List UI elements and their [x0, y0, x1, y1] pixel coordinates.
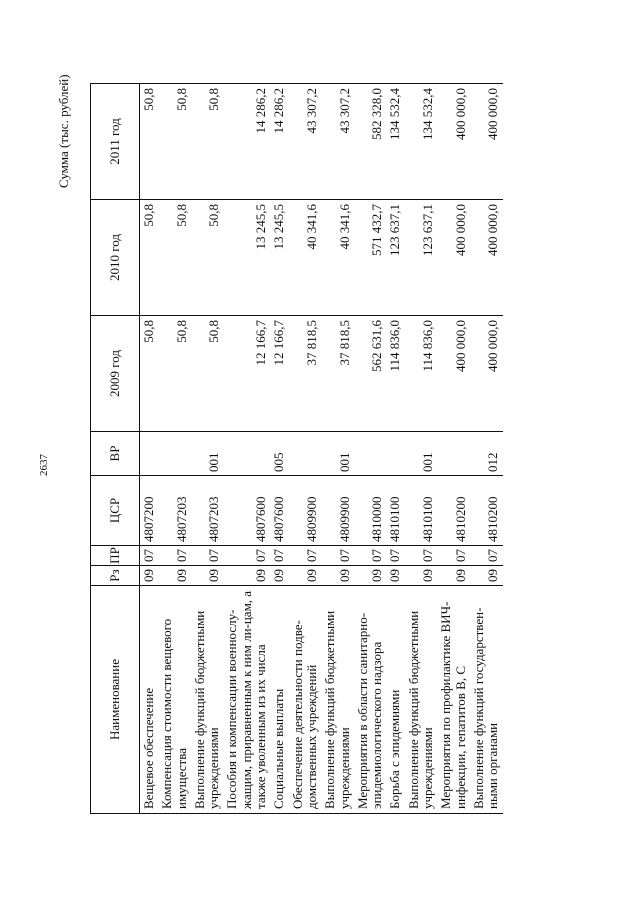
cell-csr: 4809900	[321, 476, 354, 546]
cell-rz: 09	[470, 566, 503, 586]
cell-name: Компенсация стоимости вещевого имущества	[158, 586, 191, 814]
cell-rz: 09	[289, 566, 322, 586]
cell-2010: 50,8	[191, 200, 224, 316]
cell-name: Пособия и компенсации военнослу-жащим, приравненным к ним ли-цам, а также уволенным из их числа	[223, 586, 270, 814]
cell-rz: 09	[354, 566, 387, 586]
budget-table	[90, 83, 503, 814]
cell-2009: 400 000,0	[437, 316, 470, 432]
cell-pr: 07	[321, 546, 354, 566]
cell-pr: 07	[437, 546, 470, 566]
table-row	[289, 84, 322, 814]
cell-2010: 400 000,0	[437, 200, 470, 316]
cell-2010: 123 637,1	[386, 200, 404, 316]
cell-2009: 114 836,0	[386, 316, 404, 432]
table-row	[354, 84, 387, 814]
cell-vr	[158, 432, 191, 476]
cell-2010: 13 245,5	[223, 200, 270, 316]
cell-vr	[223, 432, 270, 476]
cell-rz: 09	[223, 566, 270, 586]
cell-2011: 582 328,0	[354, 84, 387, 200]
cell-name: Социальные выплаты	[270, 586, 288, 814]
header-csr: ЦСР	[91, 476, 140, 546]
cell-csr: 4807600	[223, 476, 270, 546]
table-body	[140, 84, 503, 814]
cell-csr: 4810100	[405, 476, 438, 546]
table-row	[386, 84, 404, 814]
cell-2011: 50,8	[140, 84, 159, 200]
cell-2009: 114 836,0	[405, 316, 438, 432]
cell-rz: 09	[270, 566, 288, 586]
cell-name: Выполнение функций государствен-ными органами	[470, 586, 503, 814]
cell-2009: 12 166,7	[223, 316, 270, 432]
cell-pr: 07	[470, 546, 503, 566]
table-row	[321, 84, 354, 814]
cell-2010: 13 245,5	[270, 200, 288, 316]
cell-2010: 40 341,6	[289, 200, 322, 316]
cell-vr	[437, 432, 470, 476]
cell-csr: 4809900	[289, 476, 322, 546]
cell-pr: 07	[191, 546, 224, 566]
cell-2011: 400 000,0	[470, 84, 503, 200]
header-2010: 2010 год	[91, 200, 140, 316]
cell-pr: 07	[158, 546, 191, 566]
cell-rz: 09	[405, 566, 438, 586]
cell-2010: 571 432,7	[354, 200, 387, 316]
cell-rz: 09	[437, 566, 470, 586]
cell-vr	[140, 432, 159, 476]
header-2011: 2011 год	[91, 84, 140, 200]
cell-rz: 09	[140, 566, 159, 586]
cell-2009: 12 166,7	[270, 316, 288, 432]
cell-name: Выполнение функций бюджетными учреждениями	[191, 586, 224, 814]
cell-pr: 07	[405, 546, 438, 566]
header-rz: Рз	[91, 566, 140, 586]
table-row	[140, 84, 159, 814]
cell-2011: 134 532,4	[405, 84, 438, 200]
cell-2011: 14 286,2	[270, 84, 288, 200]
table-row	[405, 84, 438, 814]
cell-2011: 14 286,2	[223, 84, 270, 200]
cell-rz: 09	[386, 566, 404, 586]
cell-vr	[386, 432, 404, 476]
cell-2009: 37 818,5	[321, 316, 354, 432]
table-row	[223, 84, 270, 814]
cell-2011: 400 000,0	[437, 84, 470, 200]
table-row	[437, 84, 470, 814]
header-2009: 2009 год	[91, 316, 140, 432]
cell-vr: 001	[321, 432, 354, 476]
cell-2010: 400 000,0	[470, 200, 503, 316]
cell-2011: 50,8	[191, 84, 224, 200]
cell-rz: 09	[191, 566, 224, 586]
cell-2009: 50,8	[140, 316, 159, 432]
cell-2011: 134 532,4	[386, 84, 404, 200]
cell-name: Борьба с эпидемиями	[386, 586, 404, 814]
cell-2009: 37 818,5	[289, 316, 322, 432]
cell-csr: 4810100	[386, 476, 404, 546]
cell-vr: 001	[405, 432, 438, 476]
cell-name: Выполнение функций бюджетными учреждениями	[405, 586, 438, 814]
cell-name: Обеспечение деятельности подве-домственных учреждений	[289, 586, 322, 814]
cell-csr: 4807203	[191, 476, 224, 546]
cell-name: Мероприятия в области санитарно-эпидемиологического надзора	[354, 586, 387, 814]
header-vr: ВР	[91, 432, 140, 476]
cell-csr: 4810200	[470, 476, 503, 546]
header-name: Наименование	[91, 586, 140, 814]
cell-csr: 4810000	[354, 476, 387, 546]
header-pr: ПР	[91, 546, 140, 566]
table-row	[470, 84, 503, 814]
cell-vr	[289, 432, 322, 476]
cell-csr: 4807600	[270, 476, 288, 546]
cell-2011: 50,8	[158, 84, 191, 200]
cell-2009: 50,8	[158, 316, 191, 432]
cell-2010: 50,8	[158, 200, 191, 316]
page-number: 2637	[38, 454, 50, 476]
cell-csr: 4807200	[140, 476, 159, 546]
cell-pr: 07	[140, 546, 159, 566]
cell-rz: 09	[321, 566, 354, 586]
cell-2010: 123 637,1	[405, 200, 438, 316]
cell-2011: 43 307,2	[289, 84, 322, 200]
cell-2011: 43 307,2	[321, 84, 354, 200]
cell-2010: 40 341,6	[321, 200, 354, 316]
cell-pr: 07	[354, 546, 387, 566]
cell-pr: 07	[270, 546, 288, 566]
table-row	[270, 84, 288, 814]
cell-vr: 001	[191, 432, 224, 476]
cell-name: Мероприятия по профилактике ВИЧ-инфекции, гепатитов В, С	[437, 586, 470, 814]
cell-pr: 07	[386, 546, 404, 566]
cell-vr: 012	[470, 432, 503, 476]
cell-name: Вещевое обеспечение	[140, 586, 159, 814]
cell-pr: 07	[289, 546, 322, 566]
cell-csr: 4807203	[158, 476, 191, 546]
cell-2009: 562 631,6	[354, 316, 387, 432]
header-row	[91, 84, 140, 814]
cell-vr	[354, 432, 387, 476]
cell-rz: 09	[158, 566, 191, 586]
cell-pr: 07	[223, 546, 270, 566]
unit-label: Сумма (тыс. рублей)	[56, 74, 71, 188]
cell-2009: 50,8	[191, 316, 224, 432]
cell-2009: 400 000,0	[470, 316, 503, 432]
table-row	[158, 84, 191, 814]
cell-name: Выполнение функций бюджетными учреждениями	[321, 586, 354, 814]
cell-vr: 005	[270, 432, 288, 476]
cell-2010: 50,8	[140, 200, 159, 316]
cell-csr: 4810200	[437, 476, 470, 546]
table-row	[191, 84, 224, 814]
